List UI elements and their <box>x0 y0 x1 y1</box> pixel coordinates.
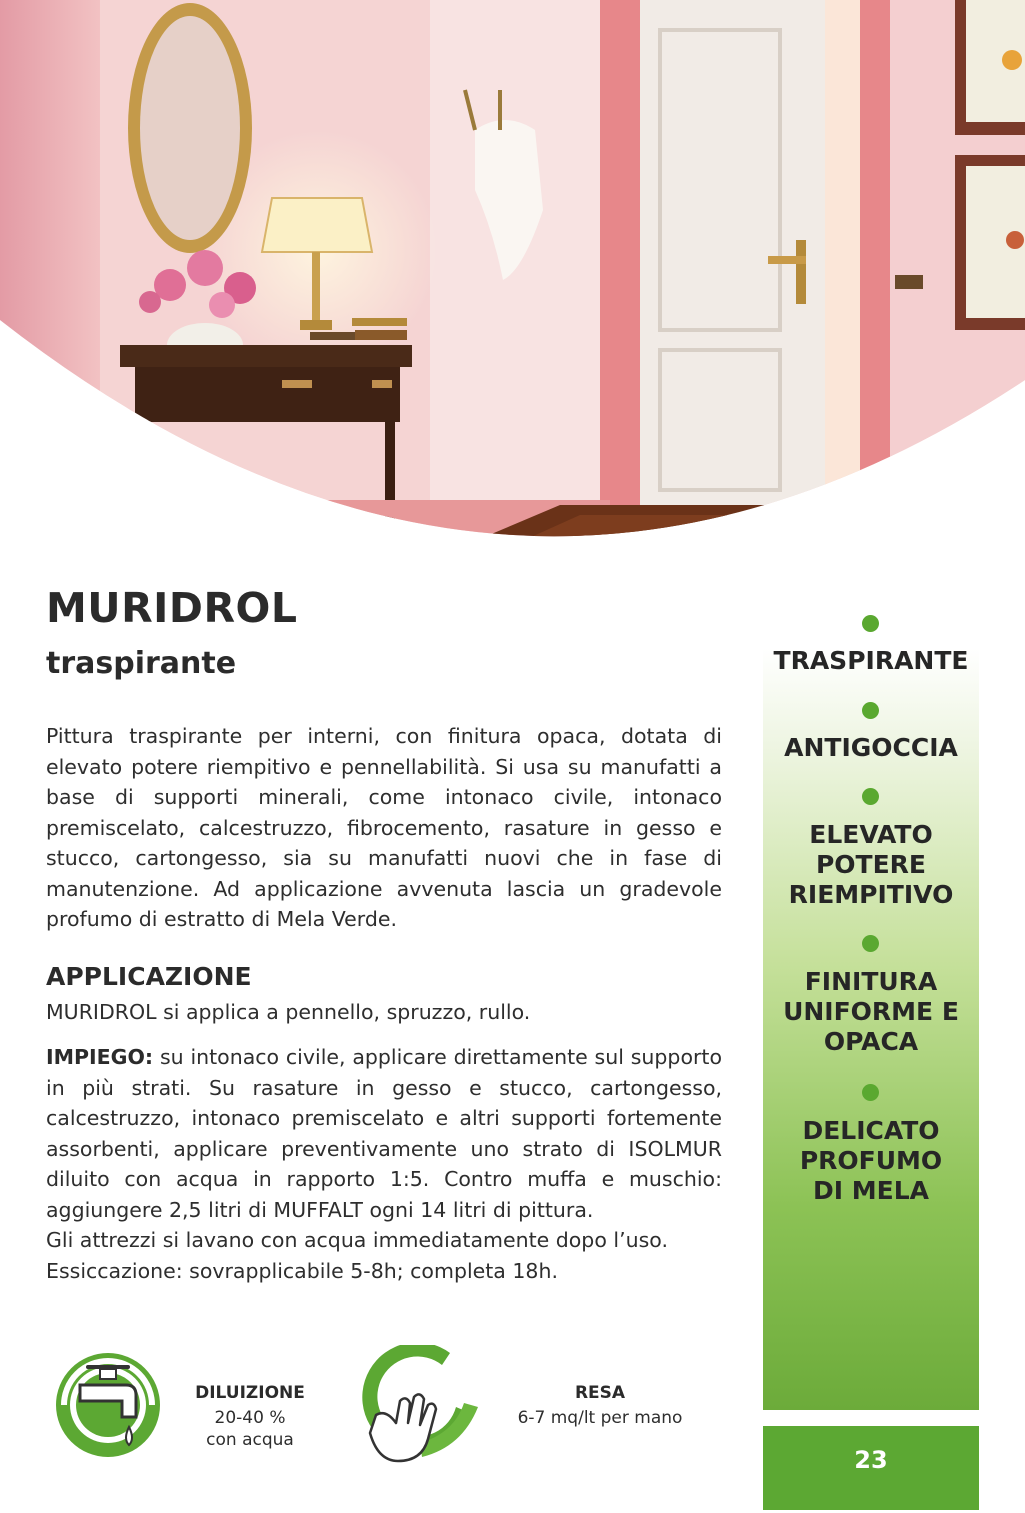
features-sidebar <box>763 600 979 1410</box>
product-description: Pittura traspirante per interni, con finitura opaca, dotata di elevato potere riempitivo e pennellabilità. Si usa su manufatti a base di supporti minerali, come intonaco civile, intonaco premiscelato, calcestruzzo, fibrocemento, rasature in gesso e stucco, cartongesso, sia su manufatti nuovi che in fase di manutenzione. Ad applicazione avvenuta lascia un gradevole profumo di estratto di Mela Verde. <box>46 724 722 931</box>
painting-hand-icon <box>362 1345 482 1470</box>
feature-line: OPACA <box>823 1027 919 1056</box>
feature-line: DI MELA <box>813 1176 929 1205</box>
dilution-note: con acqua <box>206 1430 294 1450</box>
usage-label: IMPIEGO: <box>46 1045 154 1069</box>
bullet-dot-icon <box>862 935 879 952</box>
feature-line: POTERE <box>815 850 927 879</box>
interior-photo <box>0 0 1025 560</box>
page-number: 23 <box>854 1446 888 1474</box>
coverage-label: RESA <box>574 1383 626 1403</box>
feature-item <box>763 646 979 676</box>
feature-line: FINITURA <box>804 967 938 996</box>
application-heading: APPLICAZIONE <box>46 962 252 991</box>
feature-line: ANTIGOCCIA <box>784 733 958 762</box>
dilution-label: DILUIZIONE <box>195 1383 305 1403</box>
feature-line: TRASPIRANTE <box>773 646 969 675</box>
product-subtitle: traspirante <box>46 646 237 681</box>
bullet-dot-icon <box>862 1084 879 1101</box>
feature-line: PROFUMO <box>799 1146 943 1175</box>
feature-line: ELEVATO <box>809 820 933 849</box>
bullet-dot-icon <box>862 788 879 805</box>
dilution-value: 20-40 % <box>214 1408 286 1428</box>
usage-text: su intonaco civile, applicare direttamente sul supporto in più strati. Su rasature in gesso e stucco, cartongesso, calcestruzzo, intonaco premiscelato e altri supporti fortemente assorbenti, applicare preventivamente uno strato di ISOLMUR diluito con acqua in rapporto 1:5. Contro muffa e muschio: aggiungere 2,5 litri di MUFFALT ogni 14 litri di pittura. <box>46 1045 722 1222</box>
application-text: MURIDROL si applica a pennello, spruzzo, rullo. <box>46 1000 531 1024</box>
cleaning-text: Gli attrezzi si lavano con acqua immediatamente dopo l’uso. <box>46 1228 668 1252</box>
coverage-value: 6-7 mq/lt per mano <box>517 1408 683 1428</box>
bullet-dot-icon <box>862 615 879 632</box>
feature-item <box>763 967 979 1057</box>
drying-text: Essiccazione: sovrapplicabile 5-8h; completa 18h. <box>46 1258 558 1283</box>
feature-item <box>763 820 979 910</box>
feature-line: RIEMPITIVO <box>788 880 954 909</box>
water-tap-icon <box>50 1345 165 1470</box>
bullet-dot-icon <box>862 702 879 719</box>
page-number-box <box>763 1426 979 1510</box>
product-title: MURIDROL <box>46 584 298 632</box>
feature-item <box>763 733 979 763</box>
feature-line: DELICATO <box>802 1116 940 1145</box>
feature-item <box>763 1116 979 1206</box>
usage-paragraph <box>46 1042 722 1286</box>
feature-line: UNIFORME E <box>783 997 959 1026</box>
